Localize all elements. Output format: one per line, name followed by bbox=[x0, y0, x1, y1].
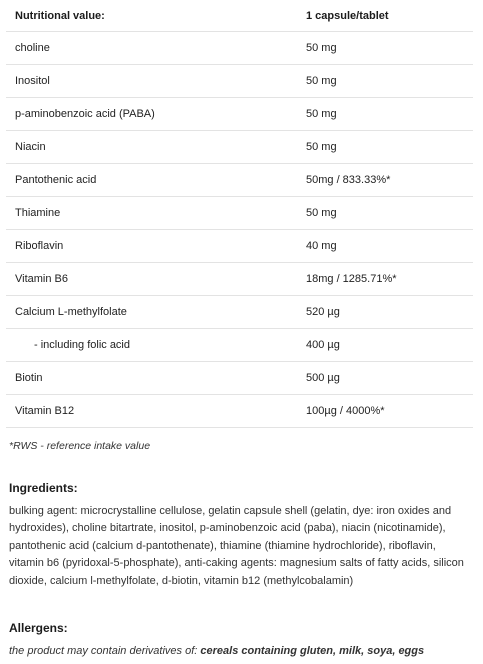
header-nutritional-value: Nutritional value: bbox=[6, 0, 297, 32]
nutrient-value: 50 mg bbox=[297, 32, 473, 65]
ingredients-text: bulking agent: microcrystalline cellulose, gelatin capsule shell (gelatin, dye: iron oxides and hydroxides), choline bitartrate, inositol, p-aminobenzoic acid (paba), niacin (nicotinamide), pantothenic acid (calcium d-pantothenate), thiamine (thiamine hydrochloride), riboflavin, vitamin b6 (pyridoxal-5-phosphate), anti-caking agents: magnesium salts of fatty acids, silicon dioxide, calcium l-methylfolate, d-biotin, vitamin b12 (methylcobalamin) bbox=[9, 505, 464, 587]
nutrient-name: Vitamin B6 bbox=[6, 263, 297, 296]
allergens-text bbox=[9, 645, 475, 657]
nutrient-value: 50 mg bbox=[297, 197, 473, 230]
nutrient-name: Inositol bbox=[6, 65, 297, 98]
nutrient-value: 18mg / 1285.71%* bbox=[297, 263, 473, 296]
nutrient-value: 520 µg bbox=[297, 296, 473, 329]
table-row bbox=[6, 395, 473, 428]
table-row bbox=[6, 98, 473, 131]
nutrient-value: 50 mg bbox=[297, 131, 473, 164]
nutrient-name: p-aminobenzoic acid (PABA) bbox=[6, 98, 297, 131]
nutrient-value: 400 µg bbox=[297, 329, 473, 362]
table-row bbox=[6, 230, 473, 263]
nutrient-name: Pantothenic acid bbox=[6, 164, 297, 197]
nutrition-header-row bbox=[6, 0, 473, 32]
table-row bbox=[6, 32, 473, 65]
nutrient-name: Riboflavin bbox=[6, 230, 297, 263]
ingredients-title: Ingredients: bbox=[9, 481, 78, 495]
table-row bbox=[6, 362, 473, 395]
nutrient-name: - including folic acid bbox=[6, 329, 297, 362]
table-row bbox=[6, 164, 473, 197]
nutrient-value: 100µg / 4000%* bbox=[297, 395, 473, 428]
nutrient-value: 50 mg bbox=[297, 98, 473, 131]
nutrient-name: Calcium L-methylfolate bbox=[6, 296, 297, 329]
nutrient-name: choline bbox=[6, 32, 297, 65]
allergens-list: cereals containing gluten, milk, soya, eggs bbox=[197, 645, 425, 657]
allergens-lead: the product may contain derivatives of: bbox=[9, 645, 198, 657]
table-row bbox=[6, 65, 473, 98]
allergens-title: Allergens: bbox=[9, 621, 68, 635]
nutrient-value: 40 mg bbox=[297, 230, 473, 263]
table-row bbox=[6, 296, 473, 329]
nutrient-name: Vitamin B12 bbox=[6, 395, 297, 428]
table-row bbox=[6, 263, 473, 296]
nutrient-name: Thiamine bbox=[6, 197, 297, 230]
nutrient-value: 50mg / 833.33%* bbox=[297, 164, 473, 197]
nutrient-name: Niacin bbox=[6, 131, 297, 164]
nutrient-name: Biotin bbox=[6, 362, 297, 395]
table-row bbox=[6, 329, 473, 362]
nutrition-table bbox=[6, 0, 473, 428]
nutrition-body bbox=[6, 32, 473, 428]
header-per-capsule: 1 capsule/tablet bbox=[297, 0, 473, 32]
nutrient-value: 500 µg bbox=[297, 362, 473, 395]
nutrient-value: 50 mg bbox=[297, 65, 473, 98]
table-row bbox=[6, 197, 473, 230]
footnote: *RWS - reference intake value bbox=[9, 440, 151, 452]
table-row bbox=[6, 131, 473, 164]
